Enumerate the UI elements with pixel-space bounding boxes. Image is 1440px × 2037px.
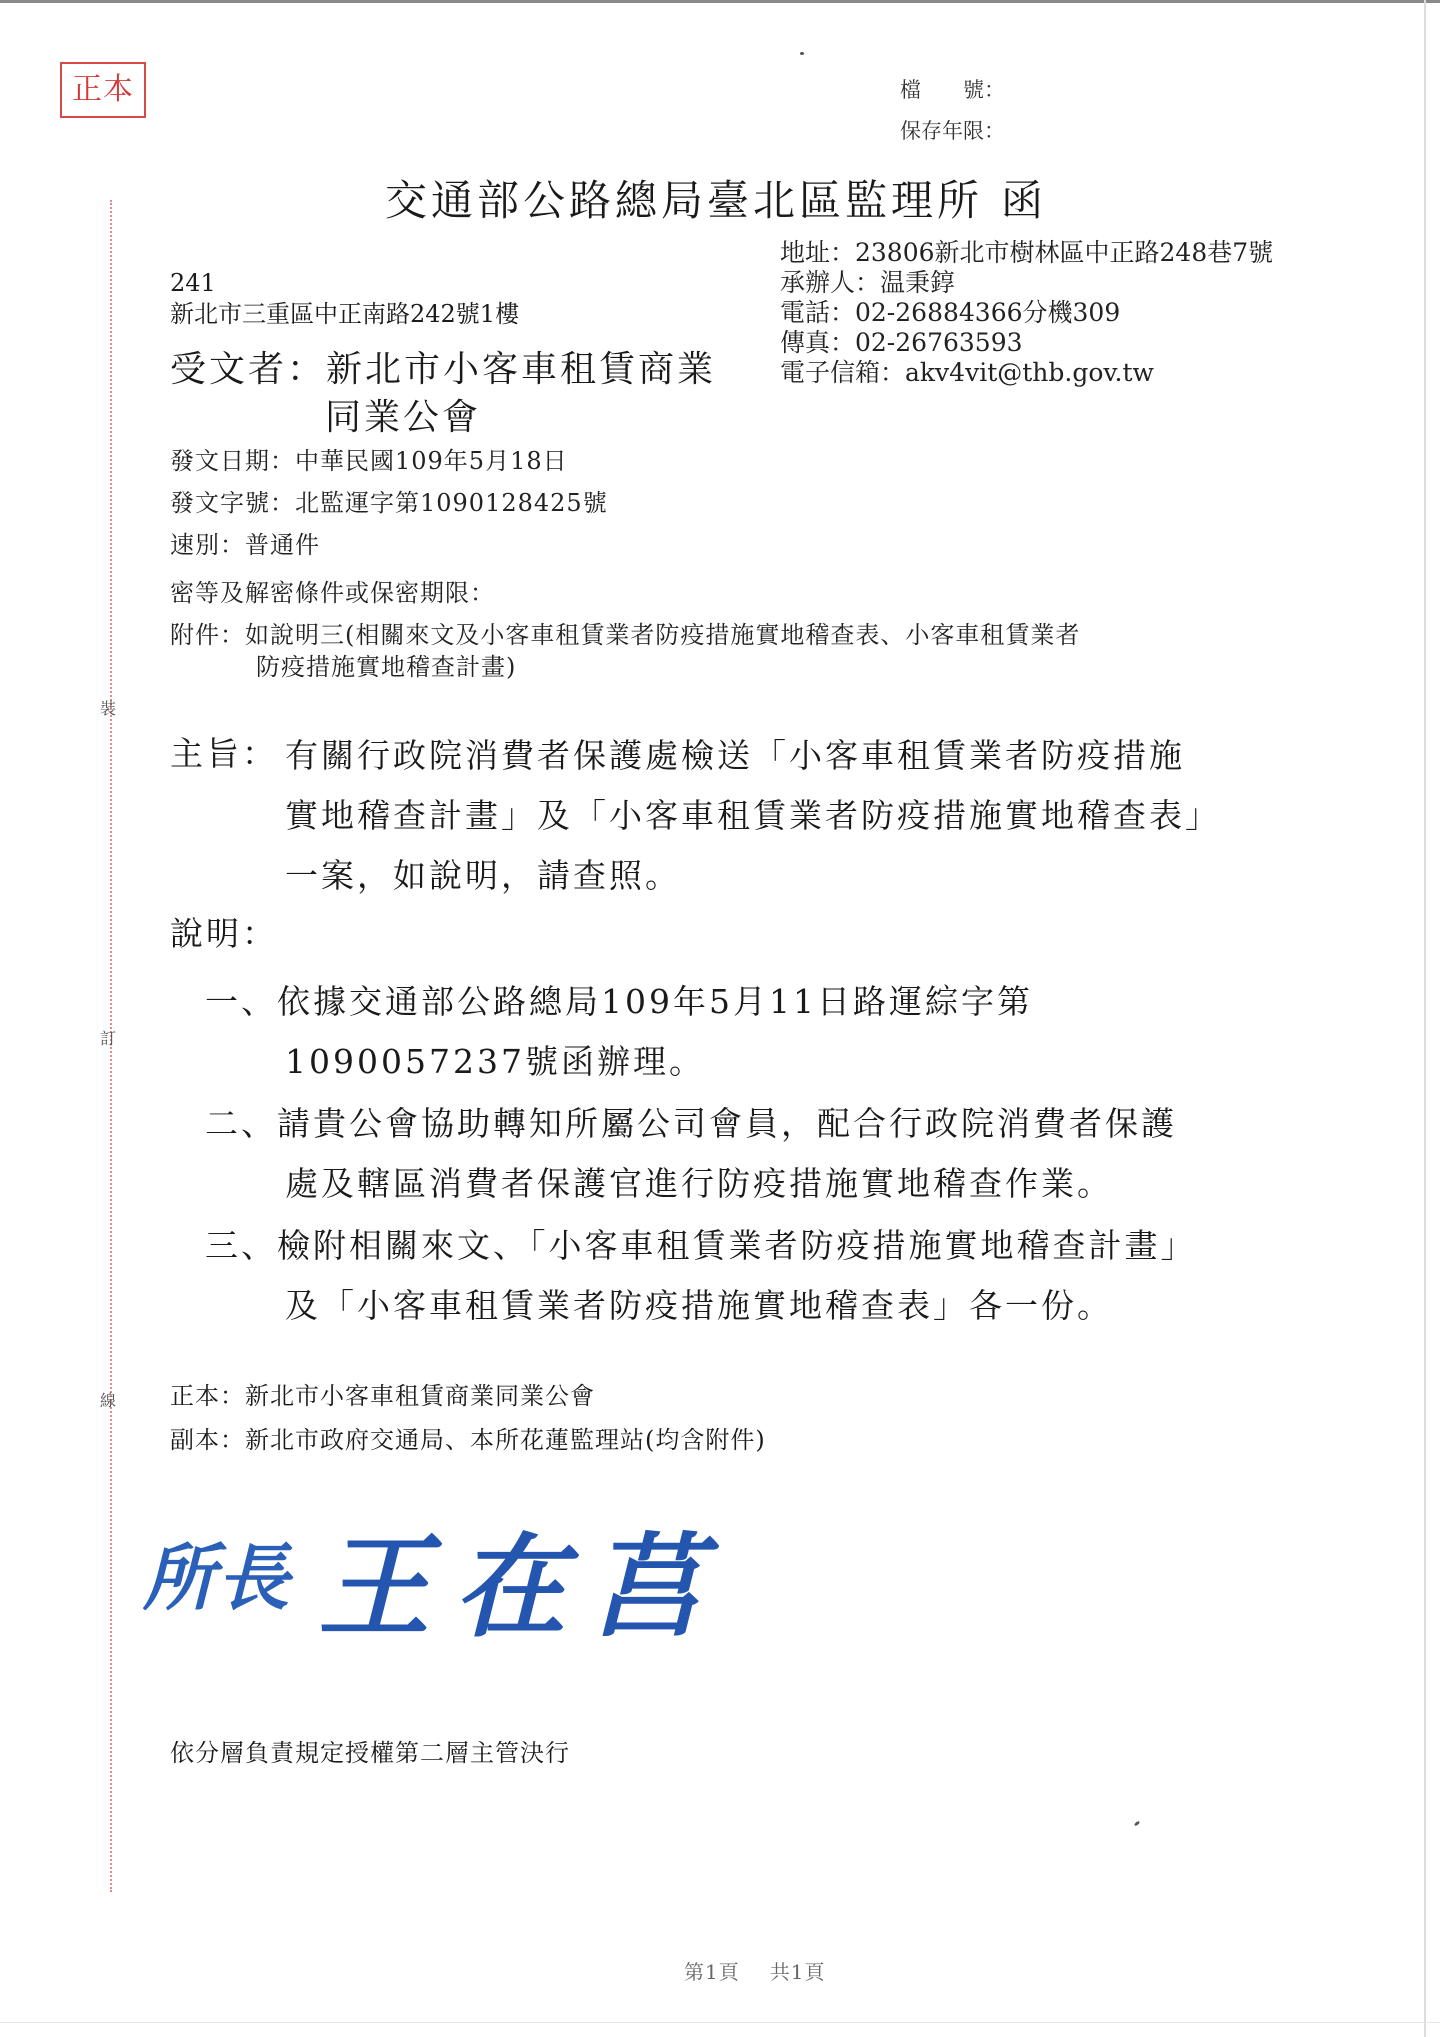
copy-recipients: 副本：新北市政府交通局、本所花蓮監理站(均含附件)	[170, 1426, 766, 1454]
document-kind: 函	[1001, 176, 1048, 225]
signature-title: 所長	[143, 1535, 292, 1620]
recipient-line	[170, 346, 716, 394]
retention-period-label: 保存年限：	[900, 119, 1005, 143]
subject-line-2: 實地稽查計畫」及「小客車租賃業者防疫措施實地稽查表」	[285, 796, 1221, 835]
recipient-address: 新北市三重區中正南路242號1樓	[170, 300, 520, 328]
page-total: 共1頁	[769, 1960, 826, 1984]
binding-mark-staple: 訂	[100, 1029, 117, 1048]
scan-speck	[1134, 1820, 1141, 1826]
recipient-address-block	[170, 268, 519, 330]
page-current: 第1頁	[684, 1960, 740, 1984]
contact-email: 電子信箱：akv4vit@thb.gov.tw	[780, 358, 1154, 387]
contact-address: 地址：23806新北市樹林區中正路248巷7號	[780, 238, 1274, 267]
contact-fax: 傳真：02-26763593	[780, 328, 1023, 357]
recipient-name-continued: 同業公會	[325, 397, 482, 438]
binding-mark-line: 線	[100, 1391, 117, 1410]
file-number-label: 檔 號：	[900, 78, 1005, 102]
original-recipient: 正本：新北市小客車租賃商業同業公會	[170, 1382, 595, 1410]
secrecy-level: 密等及解密條件或保密期限：	[170, 579, 495, 607]
attachment-line-2: 防疫措施實地稽查計畫)	[256, 653, 517, 681]
contact-info	[780, 238, 1273, 388]
recipient-postal-code: 241	[170, 269, 216, 297]
explanation-item-3-cont: 及「小客車租賃業者防疫措施實地稽查表」各一份。	[285, 1286, 1113, 1325]
explanation-label: 說明：	[170, 914, 278, 953]
recipient-name: 新北市小客車租賃商業	[326, 349, 717, 390]
scan-bottom-edge	[0, 2022, 1440, 2023]
original-copy-stamp: 正本	[60, 62, 146, 118]
explanation-item-3: 三、檢附相關來文、「小客車租賃業者防疫措施實地稽查計畫」	[205, 1226, 1197, 1265]
page-number	[684, 1956, 825, 1985]
explanation-item-1: 一、依據交通部公路總局109年5月11日路運綜字第	[205, 982, 1033, 1021]
issue-date: 發文日期：中華民國109年5月18日	[170, 447, 568, 475]
recipient-label: 受文者：	[170, 349, 327, 390]
delivery-speed: 速別：普通件	[170, 531, 320, 559]
subject-line-1: 有關行政院消費者保護處檢送「小客車租賃業者防疫措施	[285, 736, 1185, 775]
contact-phone: 電話：02-26884366分機309	[780, 298, 1121, 327]
signature-name: 王在莒	[318, 1522, 726, 1653]
contact-handler: 承辦人：温秉錞	[780, 268, 956, 297]
explanation-item-1-cont: 1090057237號函辦理。	[285, 1042, 705, 1081]
document-title	[385, 168, 1047, 228]
document-number: 發文字號：北監運字第1090128425號	[170, 489, 608, 517]
binding-mark-bind: 裝	[100, 699, 117, 718]
scan-right-edge	[1424, 0, 1426, 2037]
subject-line-3: 一案，如說明，請查照。	[285, 856, 681, 895]
scan-top-edge	[0, 0, 1440, 3]
subject-label: 主旨：	[170, 734, 278, 773]
explanation-item-2: 二、請貴公會協助轉知所屬公司會員，配合行政院消費者保護	[205, 1104, 1177, 1143]
explanation-item-2-cont: 處及轄區消費者保護官進行防疫措施實地稽查作業。	[285, 1164, 1113, 1203]
authorization-note: 依分層負責規定授權第二層主管決行	[170, 1739, 570, 1767]
issuing-agency: 交通部公路總局臺北區監理所	[385, 176, 984, 225]
attachment-line-1: 附件：如說明三(相關來文及小客車租賃業者防疫措施實地稽查表、小客車租賃業者	[170, 621, 1081, 649]
scan-speck	[800, 52, 804, 55]
